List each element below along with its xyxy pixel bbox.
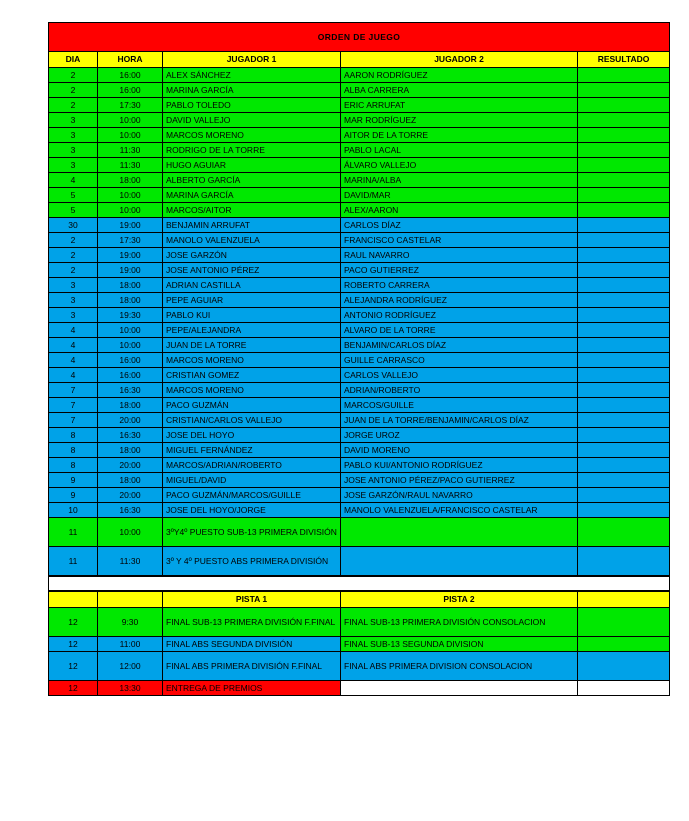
cell-hora: 16:30	[98, 383, 163, 398]
spacer-table	[48, 576, 670, 591]
cell-resultado[interactable]	[578, 547, 670, 576]
cell-jugador2: ALEX/AARON	[341, 203, 578, 218]
cell-jugador1: ADRIAN CASTILLA	[163, 278, 341, 293]
finals-cell-pista1: FINAL ABS PRIMERA DIVISIÓN F.FINAL	[163, 652, 341, 681]
finals-cell-pista2: FINAL SUB-13 PRIMERA DIVISIÓN CONSOLACION	[341, 608, 578, 637]
cell-hora: 10:00	[98, 188, 163, 203]
finals-cell-pista2: FINAL ABS PRIMERA DIVISION CONSOLACION	[341, 652, 578, 681]
table-row	[49, 128, 670, 143]
cell-dia: 8	[49, 443, 98, 458]
cell-resultado[interactable]	[578, 503, 670, 518]
cell-jugador2: ADRIAN/ROBERTO	[341, 383, 578, 398]
cell-resultado[interactable]	[578, 203, 670, 218]
cell-jugador1: MANOLO VALENZUELA	[163, 233, 341, 248]
cell-dia: 3	[49, 308, 98, 323]
cell-dia: 3	[49, 278, 98, 293]
cell-jugador1: MARINA GARCÍA	[163, 188, 341, 203]
cell-jugador2: ALVARO DE LA TORRE	[341, 323, 578, 338]
cell-dia: 9	[49, 473, 98, 488]
pista-header-resultado	[578, 592, 670, 608]
cell-resultado[interactable]	[578, 488, 670, 503]
cell-jugador1: PABLO TOLEDO	[163, 98, 341, 113]
cell-hora: 20:00	[98, 458, 163, 473]
cell-hora: 10:00	[98, 113, 163, 128]
column-header-resultado: RESULTADO	[578, 52, 670, 68]
cell-dia: 3	[49, 293, 98, 308]
cell-dia: 4	[49, 173, 98, 188]
table-row	[49, 143, 670, 158]
finals-body	[49, 608, 670, 681]
finals-cell-dia: 12	[49, 637, 98, 652]
table-row	[49, 218, 670, 233]
column-header-hora: HORA	[98, 52, 163, 68]
cell-hora: 18:00	[98, 173, 163, 188]
cell-jugador2: BENJAMIN/CARLOS DÍAZ	[341, 338, 578, 353]
table-row	[49, 488, 670, 503]
cell-jugador2: JUAN DE LA TORRE/BENJAMIN/CARLOS DÍAZ	[341, 413, 578, 428]
cell-jugador2: MAR RODRÍGUEZ	[341, 113, 578, 128]
cell-jugador2: ANTONIO RODRÍGUEZ	[341, 308, 578, 323]
cell-jugador1: PEPE AGUIAR	[163, 293, 341, 308]
cell-jugador1: PABLO KUI	[163, 308, 341, 323]
cell-jugador1: HUGO AGUIAR	[163, 158, 341, 173]
cell-jugador2: ALBA CARRERA	[341, 83, 578, 98]
cell-jugador1: MARCOS MORENO	[163, 128, 341, 143]
cell-jugador2: ÁLVARO VALLEJO	[341, 158, 578, 173]
table-row	[49, 278, 670, 293]
cell-hora: 10:00	[98, 128, 163, 143]
cell-dia: 2	[49, 233, 98, 248]
cell-jugador2: PABLO KUI/ANTONIO RODRÍGUEZ	[341, 458, 578, 473]
cell-resultado[interactable]	[578, 353, 670, 368]
cell-hora: 19:00	[98, 218, 163, 233]
cell-dia: 5	[49, 188, 98, 203]
cell-jugador1: MIGUEL FERNÁNDEZ	[163, 443, 341, 458]
cell-jugador1: MARCOS MORENO	[163, 353, 341, 368]
cell-jugador1: CRISTIAN/CARLOS VALLEJO	[163, 413, 341, 428]
finals-cell-pista1: FINAL ABS SEGUNDA DIVISIÓN	[163, 637, 341, 652]
cell-hora: 16:30	[98, 503, 163, 518]
cell-jugador1: ALEX SÁNCHEZ	[163, 68, 341, 83]
cell-jugador1: MIGUEL/DAVID	[163, 473, 341, 488]
cell-hora: 16:00	[98, 83, 163, 98]
cell-hora: 18:00	[98, 473, 163, 488]
finals-cell-resultado[interactable]	[578, 652, 670, 681]
cell-jugador1: JOSE DEL HOYO	[163, 428, 341, 443]
cell-jugador2: JORGE UROZ	[341, 428, 578, 443]
cell-dia: 2	[49, 98, 98, 113]
column-header-jugador2: JUGADOR 2	[341, 52, 578, 68]
pista-header-row	[49, 592, 670, 608]
cell-resultado[interactable]	[578, 413, 670, 428]
cell-hora: 10:00	[98, 518, 163, 547]
table-row	[49, 547, 670, 576]
cell-hora: 19:00	[98, 248, 163, 263]
cell-resultado[interactable]	[578, 83, 670, 98]
table-row	[49, 503, 670, 518]
orden-de-juego-sheet	[48, 22, 669, 696]
cell-dia: 7	[49, 383, 98, 398]
finals-cell-resultado[interactable]	[578, 608, 670, 637]
closing-row-hora: 13:30	[98, 681, 163, 696]
cell-resultado[interactable]	[578, 308, 670, 323]
table-row	[49, 68, 670, 83]
cell-hora: 20:00	[98, 488, 163, 503]
table-row	[49, 83, 670, 98]
cell-resultado[interactable]	[578, 428, 670, 443]
cell-dia: 8	[49, 458, 98, 473]
table-row	[49, 383, 670, 398]
cell-hora: 11:30	[98, 547, 163, 576]
finals-cell-pista2: FINAL SUB-13 SEGUNDA DIVISION	[341, 637, 578, 652]
table-row	[49, 338, 670, 353]
schedule-body	[49, 68, 670, 576]
table-row	[49, 98, 670, 113]
cell-jugador1: PEPE/ALEJANDRA	[163, 323, 341, 338]
cell-jugador1: MARCOS MORENO	[163, 383, 341, 398]
table-row	[49, 353, 670, 368]
cell-resultado[interactable]	[578, 98, 670, 113]
finals-table	[48, 591, 670, 696]
cell-jugador1: PACO GUZMÁN	[163, 398, 341, 413]
cell-resultado[interactable]	[578, 68, 670, 83]
cell-jugador1: DAVID VALLEJO	[163, 113, 341, 128]
cell-resultado[interactable]	[578, 143, 670, 158]
cell-dia: 4	[49, 353, 98, 368]
cell-dia: 3	[49, 158, 98, 173]
cell-dia: 3	[49, 143, 98, 158]
cell-dia: 3	[49, 113, 98, 128]
closing-row	[49, 681, 670, 696]
cell-hora: 11:30	[98, 158, 163, 173]
finals-row	[49, 637, 670, 652]
cell-dia: 10	[49, 503, 98, 518]
pista-header-pista1: PISTA 1	[163, 592, 341, 608]
cell-jugador1: JUAN DE LA TORRE	[163, 338, 341, 353]
cell-jugador2	[341, 518, 578, 547]
table-row	[49, 188, 670, 203]
cell-dia: 4	[49, 368, 98, 383]
cell-resultado[interactable]	[578, 218, 670, 233]
column-header-row	[49, 52, 670, 68]
cell-jugador2: CARLOS VALLEJO	[341, 368, 578, 383]
cell-resultado[interactable]	[578, 398, 670, 413]
closing-row-empty-pista2	[341, 681, 578, 696]
cell-jugador2: GUILLE CARRASCO	[341, 353, 578, 368]
cell-jugador1: JOSE GARZÓN	[163, 248, 341, 263]
cell-resultado[interactable]	[578, 248, 670, 263]
cell-jugador2: ROBERTO CARRERA	[341, 278, 578, 293]
cell-jugador2: AARON RODRÍGUEZ	[341, 68, 578, 83]
cell-hora: 17:30	[98, 98, 163, 113]
schedule-table	[48, 22, 670, 576]
spacer-row	[49, 577, 670, 591]
table-row	[49, 113, 670, 128]
cell-jugador1: BENJAMIN ARRUFAT	[163, 218, 341, 233]
pista-header-pista2: PISTA 2	[341, 592, 578, 608]
cell-resultado[interactable]	[578, 443, 670, 458]
cell-hora: 18:00	[98, 293, 163, 308]
closing-row-label: ENTREGA DE PREMIOS	[163, 681, 341, 696]
cell-resultado[interactable]	[578, 473, 670, 488]
cell-hora: 11:30	[98, 143, 163, 158]
cell-resultado[interactable]	[578, 383, 670, 398]
cell-jugador2: PACO GUTIERREZ	[341, 263, 578, 278]
finals-cell-dia: 12	[49, 608, 98, 637]
table-row	[49, 308, 670, 323]
cell-jugador1: 3ºY4º PUESTO SUB-13 PRIMERA DIVISIÓN	[163, 518, 341, 547]
cell-hora: 17:30	[98, 233, 163, 248]
cell-resultado[interactable]	[578, 518, 670, 547]
cell-dia: 9	[49, 488, 98, 503]
cell-resultado[interactable]	[578, 263, 670, 278]
cell-resultado[interactable]	[578, 113, 670, 128]
finals-cell-resultado[interactable]	[578, 637, 670, 652]
cell-jugador2: FRANCISCO CASTELAR	[341, 233, 578, 248]
cell-jugador1: JOSE DEL HOYO/JORGE	[163, 503, 341, 518]
cell-resultado[interactable]	[578, 338, 670, 353]
cell-resultado[interactable]	[578, 458, 670, 473]
cell-jugador2: MARINA/ALBA	[341, 173, 578, 188]
cell-jugador2: MARCOS/GUILLE	[341, 398, 578, 413]
spacer-cell	[49, 577, 670, 591]
table-row	[49, 263, 670, 278]
cell-jugador1: MARCOS/AITOR	[163, 203, 341, 218]
table-row	[49, 428, 670, 443]
cell-dia: 4	[49, 338, 98, 353]
cell-hora: 18:00	[98, 443, 163, 458]
cell-jugador1: CRISTIAN GOMEZ	[163, 368, 341, 383]
cell-hora: 20:00	[98, 413, 163, 428]
cell-resultado[interactable]	[578, 368, 670, 383]
table-row	[49, 158, 670, 173]
cell-jugador2: RAUL NAVARRO	[341, 248, 578, 263]
cell-hora: 16:00	[98, 353, 163, 368]
cell-dia: 2	[49, 248, 98, 263]
cell-jugador2: AITOR DE LA TORRE	[341, 128, 578, 143]
table-row	[49, 413, 670, 428]
cell-hora: 19:30	[98, 308, 163, 323]
cell-jugador1: PACO GUZMÁN/MARCOS/GUILLE	[163, 488, 341, 503]
table-row	[49, 203, 670, 218]
finals-cell-pista1: FINAL SUB-13 PRIMERA DIVISIÓN F.FINAL	[163, 608, 341, 637]
cell-hora: 10:00	[98, 338, 163, 353]
cell-resultado[interactable]	[578, 128, 670, 143]
finals-cell-hora: 12:00	[98, 652, 163, 681]
cell-jugador2: ALEJANDRA RODRÍGUEZ	[341, 293, 578, 308]
cell-jugador2: JOSE GARZÓN/RAUL NAVARRO	[341, 488, 578, 503]
cell-resultado[interactable]	[578, 158, 670, 173]
cell-dia: 7	[49, 398, 98, 413]
table-row	[49, 173, 670, 188]
column-header-dia: DIA	[49, 52, 98, 68]
table-row	[49, 458, 670, 473]
cell-jugador2: MANOLO VALENZUELA/FRANCISCO CASTELAR	[341, 503, 578, 518]
cell-dia: 11	[49, 547, 98, 576]
cell-hora: 18:00	[98, 278, 163, 293]
cell-jugador1: MARINA GARCÍA	[163, 83, 341, 98]
cell-jugador2	[341, 547, 578, 576]
closing-row-dia: 12	[49, 681, 98, 696]
cell-hora: 10:00	[98, 323, 163, 338]
finals-cell-dia: 12	[49, 652, 98, 681]
table-row	[49, 443, 670, 458]
table-row	[49, 293, 670, 308]
table-row	[49, 473, 670, 488]
cell-jugador2: ERIC ARRUFAT	[341, 98, 578, 113]
cell-hora: 16:30	[98, 428, 163, 443]
pista-header-hora	[98, 592, 163, 608]
cell-resultado[interactable]	[578, 233, 670, 248]
cell-dia: 7	[49, 413, 98, 428]
cell-dia: 11	[49, 518, 98, 547]
cell-jugador2: DAVID MORENO	[341, 443, 578, 458]
table-row	[49, 233, 670, 248]
table-row	[49, 248, 670, 263]
cell-dia: 2	[49, 83, 98, 98]
pista-header-dia	[49, 592, 98, 608]
cell-jugador1: ALBERTO GARCÍA	[163, 173, 341, 188]
cell-hora: 18:00	[98, 398, 163, 413]
cell-resultado[interactable]	[578, 293, 670, 308]
cell-dia: 30	[49, 218, 98, 233]
cell-jugador2: JOSE ANTONIO PÉREZ/PACO GUTIERREZ	[341, 473, 578, 488]
cell-jugador1: RODRIGO DE LA TORRE	[163, 143, 341, 158]
cell-dia: 8	[49, 428, 98, 443]
finals-row	[49, 608, 670, 637]
cell-jugador1: MARCOS/ADRIAN/ROBERTO	[163, 458, 341, 473]
table-row	[49, 518, 670, 547]
cell-dia: 2	[49, 68, 98, 83]
cell-jugador2: DAVID/MAR	[341, 188, 578, 203]
page-title: ORDEN DE JUEGO	[49, 23, 670, 52]
table-row	[49, 398, 670, 413]
cell-resultado[interactable]	[578, 278, 670, 293]
cell-dia: 2	[49, 263, 98, 278]
cell-dia: 3	[49, 128, 98, 143]
cell-resultado[interactable]	[578, 173, 670, 188]
column-header-jugador1: JUGADOR 1	[163, 52, 341, 68]
cell-jugador2: PABLO LACAL	[341, 143, 578, 158]
title-row	[49, 23, 670, 52]
closing-row-empty-resultado	[578, 681, 670, 696]
cell-hora: 16:00	[98, 68, 163, 83]
cell-hora: 19:00	[98, 263, 163, 278]
finals-row	[49, 652, 670, 681]
cell-jugador1: 3º Y 4º PUESTO ABS PRIMERA DIVISIÓN	[163, 547, 341, 576]
cell-resultado[interactable]	[578, 188, 670, 203]
cell-hora: 16:00	[98, 368, 163, 383]
cell-jugador2: CARLOS DÍAZ	[341, 218, 578, 233]
cell-jugador1: JOSE ANTONIO PÉREZ	[163, 263, 341, 278]
cell-resultado[interactable]	[578, 323, 670, 338]
cell-dia: 4	[49, 323, 98, 338]
cell-hora: 10:00	[98, 203, 163, 218]
table-row	[49, 323, 670, 338]
finals-cell-hora: 9:30	[98, 608, 163, 637]
finals-cell-hora: 11:00	[98, 637, 163, 652]
table-row	[49, 368, 670, 383]
cell-dia: 5	[49, 203, 98, 218]
